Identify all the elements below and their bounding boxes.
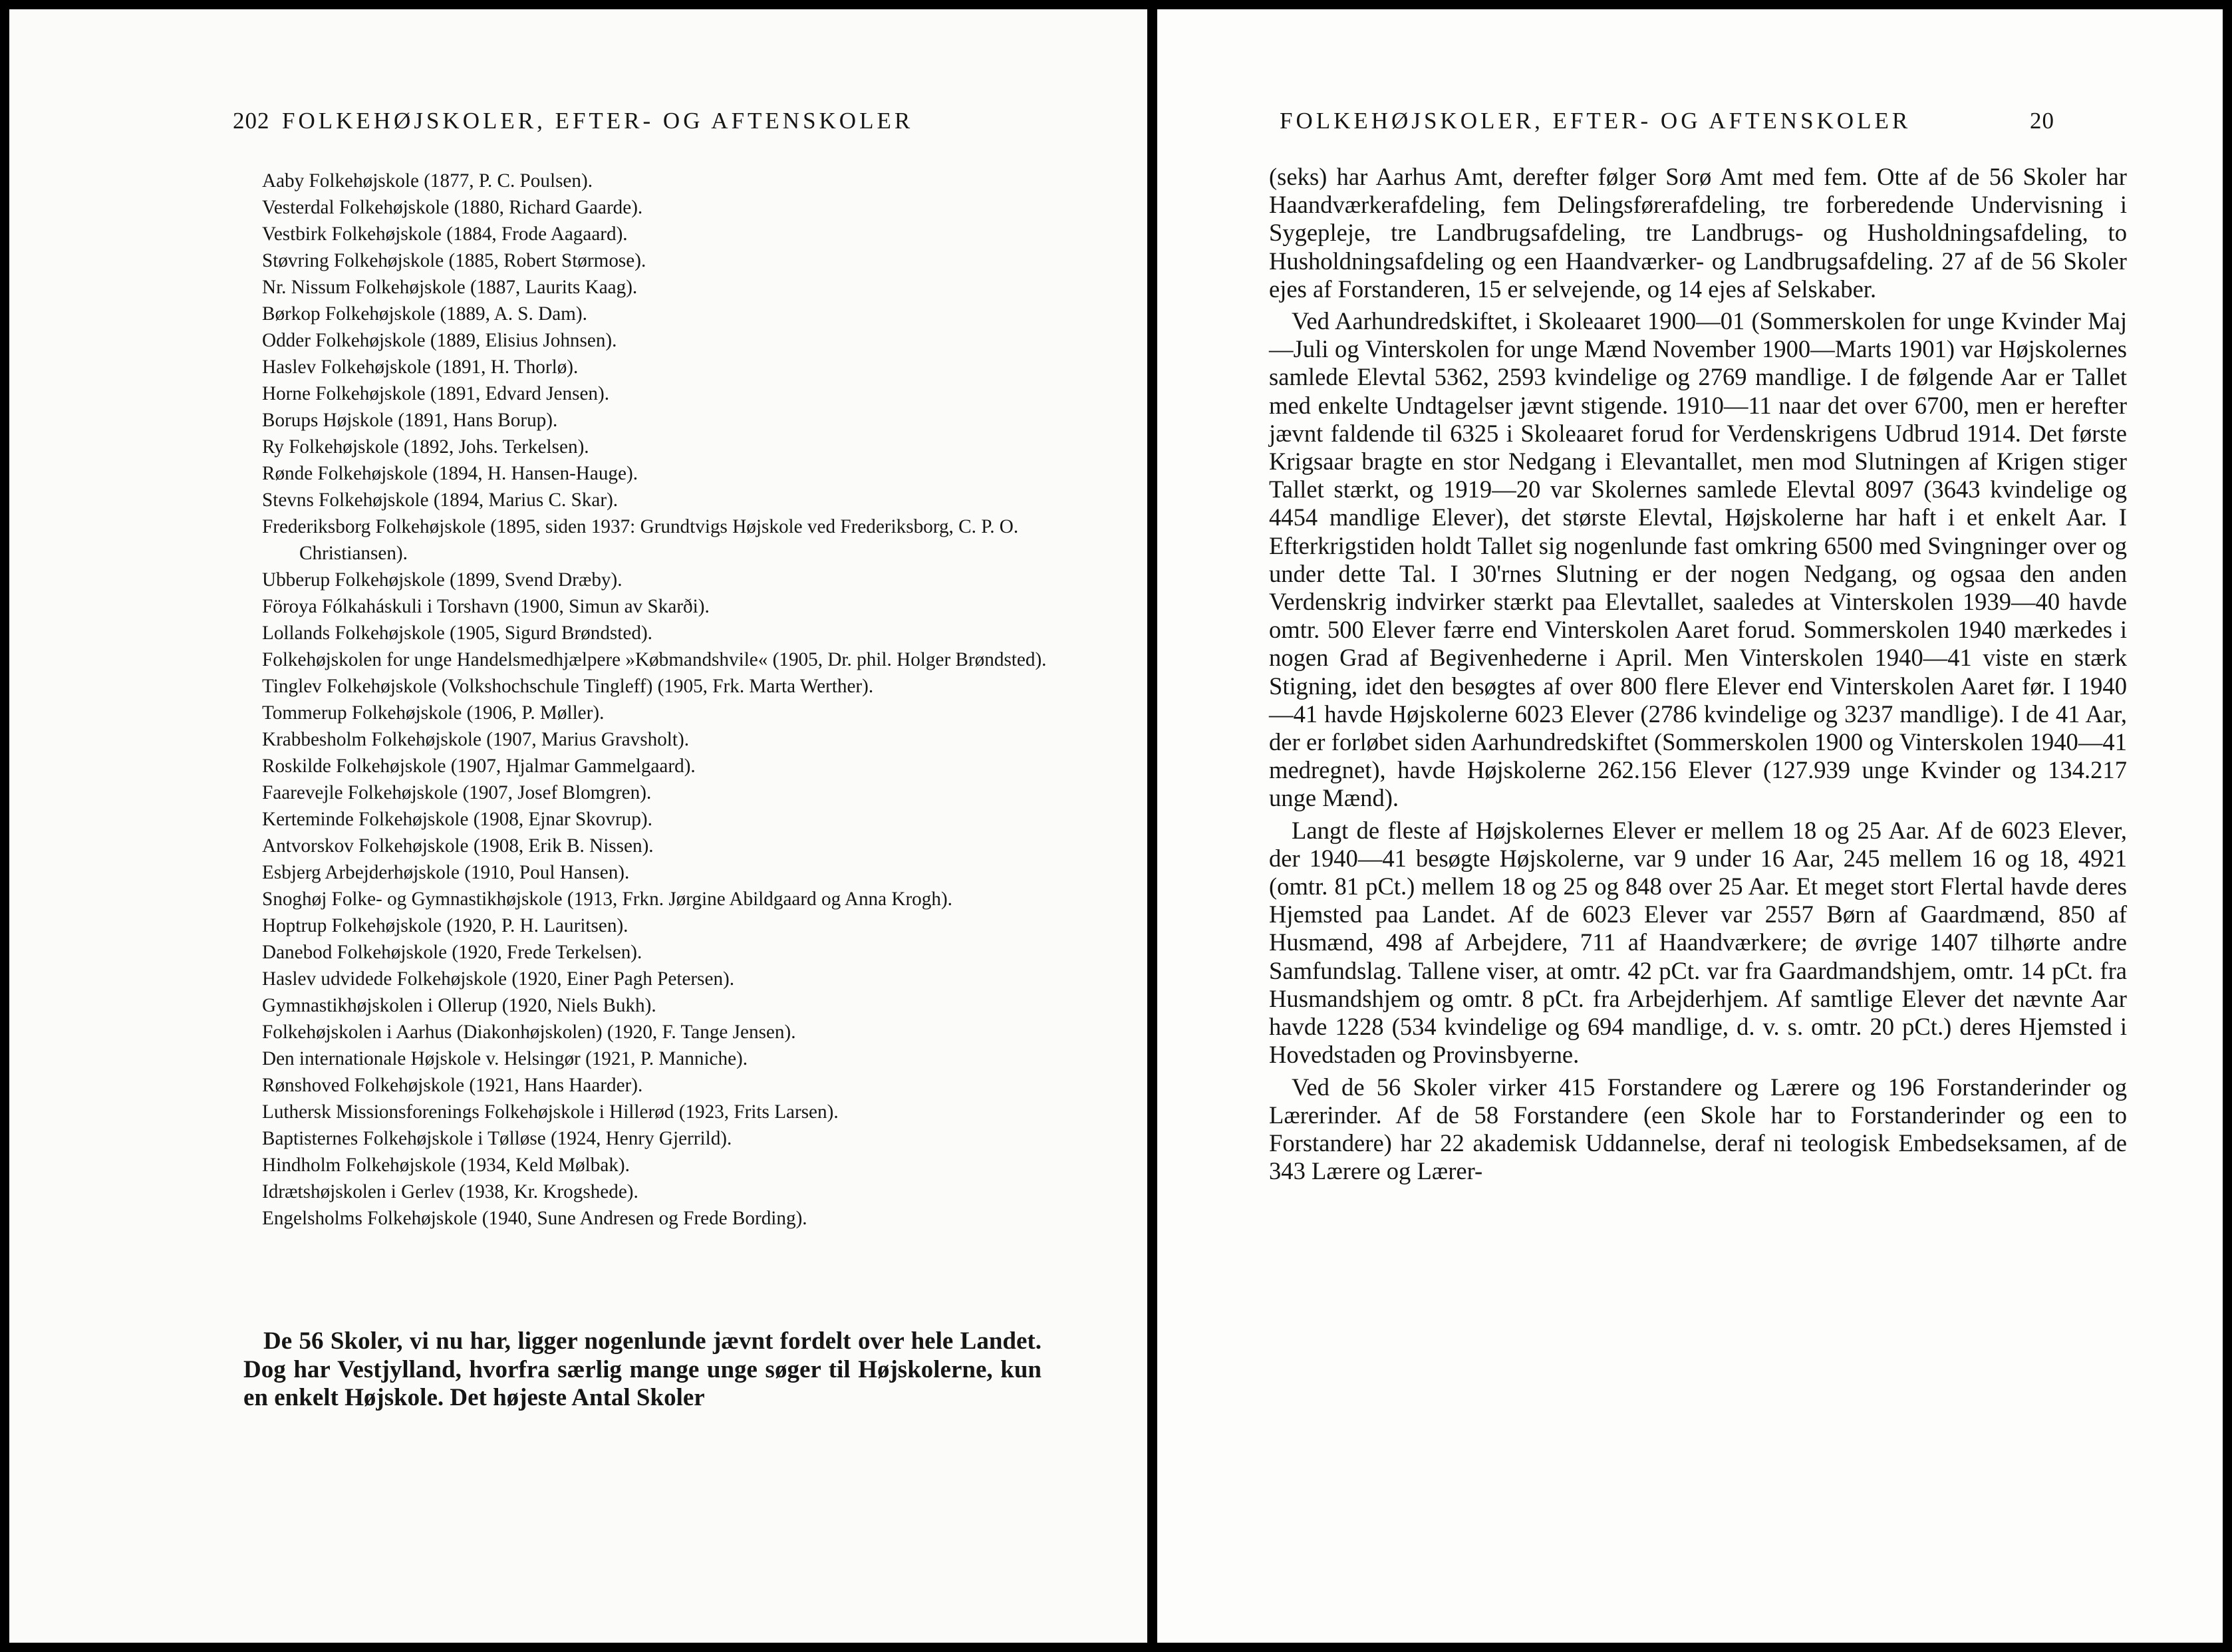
school-list-item: Folkehøjskolen i Aarhus (Diakonhøjskolen) (1920, F. Tange Jensen). xyxy=(262,1022,796,1043)
school-list-item: Luthersk Missionsforenings Folkehøjskole i Hillerød (1923, Frits Larsen). xyxy=(262,1101,839,1123)
school-list-item: Vestbirk Folkehøjskole (1884, Frode Aagaard). xyxy=(262,223,628,245)
school-list-item: Haslev Folkehøjskole (1891, H. Thorlø). xyxy=(262,356,579,378)
left-page xyxy=(9,9,1147,1643)
right-page xyxy=(1157,9,2223,1643)
school-list-item: Ry Folkehøjskole (1892, Johs. Terkelsen). xyxy=(262,436,589,458)
school-list-item: Föroya Fólkaháskuli i Torshavn (1900, Simun av Skarði). xyxy=(262,596,710,617)
school-list-item: Danebod Folkehøjskole (1920, Frede Terkelsen). xyxy=(262,942,642,963)
right-paragraph: Ved Aarhundredskiftet, i Skoleaaret 1900—01 (Sommerskolen for unge Kvinder Maj—Juli og Vinterskolen for unge Mænd November 1900—Marts 1901) var Højskolernes samlede Elevtal 5362, 2593 kvindelige og 2769 mandlige. I de følgende Aar er Tallet med enkelte Undtagelser jævnt stigende. 1910—11 naar det over 6700, men er herefter jævnt faldende til 6325 i Skoleaaret forud for Verdenskrigens Udbrud 1914. Det første Krigsaar bragte en stor Nedgang i Elevantallet, men mod Slutningen af Krigen stiger Tallet stærkt, og 1919—20 var Skolernes samlede Elevtal 8097 (3643 kvindelige og 4454 mandlige Elever), det største Elevtal, Højskolerne har haft i et enkelt Aar. I Efterkrigstiden holdt Tallet sig nogenlunde fast omkring 6500 med Svingninger over og under dette Tal. I 30'rnes Slutning er der nogen Nedgang, og ogsaa den anden Verdenskrig indvirker stærkt paa Elevtallet, saaledes at Vinterskolen 1939—40 havde omtr. 500 Elever færre end Vinterskolen Aaret forud. Sommerskolen 1940 mærkedes i nogen Grad af Begivenhederne i April. Men Vinterskolen 1940—41 viste en stærk Stigning, idet den besøgtes af over 800 flere Elever end Vinterskolen Aaret før. I 1940—41 havde Højskolerne 6023 Elever (2786 kvindelige og 3237 mandlige). I de 41 Aar, der er forløbet siden Aarhundredskiftet (Sommerskolen 1900 og Vinterskolen 1940—41 medregnet), havde Højskolerne 262.156 Elever (127.939 unge Kvinder og 134.217 unge Mænd). xyxy=(1269,307,2127,812)
school-list-item: Horne Folkehøjskole (1891, Edvard Jensen). xyxy=(262,383,610,404)
left-body-text xyxy=(243,1327,1042,1413)
right-page-header xyxy=(1157,108,2223,141)
school-list-item: Krabbesholm Folkehøjskole (1907, Marius Gravsholt). xyxy=(262,729,690,750)
school-list-item: Frederiksborg Folkehøjskole (1895, siden 1937: Grundtvigs Højskole ved Frederiksborg, C. P. O. Christiansen). xyxy=(262,516,1019,564)
right-paragraph: Ved de 56 Skoler virker 415 Forstandere og Lærere og 196 Forstanderinder og Lærerinder. Af de 58 Forstandere (een Skole har to Forstanderinder og een to Forstandere) har 22 akademisk Uddannelse, deraf ni teologisk Embedseksamen, af de 343 Lærere og Lærer- xyxy=(1269,1073,2127,1185)
school-list-item: Hoptrup Folkehøjskole (1920, P. H. Lauritsen). xyxy=(262,915,628,936)
school-list xyxy=(262,168,1047,1232)
school-list-item: Lollands Folkehøjskole (1905, Sigurd Brøndsted). xyxy=(262,622,652,644)
school-list-item: Snoghøj Folke- og Gymnastikhøjskole (1913, Frkn. Jørgine Abildgaard og Anna Krogh). xyxy=(262,889,952,910)
school-list-item: Haslev udvidede Folkehøjskole (1920, Einer Pagh Petersen). xyxy=(262,968,735,990)
school-list-item: Roskilde Folkehøjskole (1907, Hjalmar Gammelgaard). xyxy=(262,756,696,777)
school-list-item: Engelsholms Folkehøjskole (1940, Sune Andresen og Frede Bording). xyxy=(262,1208,807,1229)
school-list-item: Folkehøjskolen for unge Handelsmedhjælpere »Købmandshvile« (1905, Dr. phil. Holger Brøndsted). xyxy=(262,649,1047,670)
school-list-item: Støvring Folkehøjskole (1885, Robert Størmose). xyxy=(262,250,646,271)
school-list-item: Nr. Nissum Folkehøjskole (1887, Laurits Kaag). xyxy=(262,277,638,298)
left-page-header xyxy=(9,108,1147,141)
school-list-item: Den internationale Højskole v. Helsingør (1921, P. Manniche). xyxy=(262,1048,748,1069)
school-list-item: Ubberup Folkehøjskole (1899, Svend Dræby). xyxy=(262,569,623,591)
school-list-item: Vesterdal Folkehøjskole (1880, Richard Gaarde). xyxy=(262,197,643,218)
school-list-item: Gymnastikhøjskolen i Ollerup (1920, Niels Bukh). xyxy=(262,995,656,1016)
school-list-item: Faarevejle Folkehøjskole (1907, Josef Blomgren). xyxy=(262,782,652,803)
school-list-item: Esbjerg Arbejderhøjskole (1910, Poul Hansen). xyxy=(262,862,630,883)
left-page-number: 202 xyxy=(233,108,270,134)
school-list-item: Odder Folkehøjskole (1889, Elisius Johnsen). xyxy=(262,330,617,351)
school-list-item: Kerteminde Folkehøjskole (1908, Ejnar Skovrup). xyxy=(262,809,652,830)
right-paragraph: Langt de fleste af Højskolernes Elever er mellem 18 og 25 Aar. Af de 6023 Elever, der 1940—41 besøgte Højskolerne, var 9 under 16 Aar, 245 mellem 16 og 18, 4921 (omtr. 81 pCt.) mellem 18 og 25 og 848 over 25 Aar. Et meget stort Flertal havde deres Hjemsted paa Landet. Af de 6023 Elever var 2557 Børn af Gaardmænd, 850 af Husmænd, 498 af Arbejdere, 711 af Haandværkere; de øvrige 1407 tilhørte andre Samfundslag. Tallene viser, at omtr. 42 pCt. var fra Gaardmandshjem, omtr. 14 pCt. fra Husmandshjem og omtr. 8 pCt. fra Arbejderhjem. Af samtlige Elever det nævnte Aar havde 1228 (534 kvindelige og 694 mandlige, d. v. s. omtr. 20 pCt.) deres Hjemsted i Hovedstaden og Provinsbyerne. xyxy=(1269,816,2127,1069)
left-running-head: FOLKEHØJSKOLER, EFTER- OG AFTENSKOLER xyxy=(282,108,914,134)
right-page-number: 20 xyxy=(2030,108,2054,134)
right-body-text xyxy=(1269,163,2127,1189)
school-list-item: Børkop Folkehøjskole (1889, A. S. Dam). xyxy=(262,303,587,325)
right-paragraph: (seks) har Aarhus Amt, derefter følger Sorø Amt med fem. Otte af de 56 Skoler har Haandværkerafdeling, fem Delingsførerafdeling, tre forberedende Undervisning i Sygepleje, tre Landbrugsafdeling, tre Landbrugs- og Husholdningsafdeling, to Husholdningsafdeling og een Haandværker- og Landbrugsafdeling. 27 af de 56 Skoler ejes af Forstanderen, 15 er selvejende, og 14 ejes af Selskaber. xyxy=(1269,163,2127,303)
right-running-head: FOLKEHØJSKOLER, EFTER- OG AFTENSKOLER xyxy=(1280,108,1911,134)
school-list-item: Tommerup Folkehøjskole (1906, P. Møller). xyxy=(262,702,605,724)
school-list-item: Baptisternes Folkehøjskole i Tølløse (1924, Henry Gjerrild). xyxy=(262,1128,732,1149)
school-list-item: Idrætshøjskolen i Gerlev (1938, Kr. Krogshede). xyxy=(262,1181,638,1202)
left-paragraph: De 56 Skoler, vi nu har, ligger nogenlunde jævnt fordelt over hele Landet. Dog har Vestjylland, hvorfra særlig mange unge søger til Højskolerne, kun en enkelt Højskole. Det højeste Antal Skoler xyxy=(243,1327,1042,1411)
school-list-item: Rønde Folkehøjskole (1894, H. Hansen-Hauge). xyxy=(262,463,638,484)
school-list-item: Stevns Folkehøjskole (1894, Marius C. Skar). xyxy=(262,489,619,511)
school-list-item: Tinglev Folkehøjskole (Volkshochschule Tingleff) (1905, Frk. Marta Werther). xyxy=(262,676,874,697)
school-list-item: Hindholm Folkehøjskole (1934, Keld Mølbak). xyxy=(262,1155,630,1176)
school-list-item: Aaby Folkehøjskole (1877, P. C. Poulsen). xyxy=(262,170,593,192)
school-list-item: Borups Højskole (1891, Hans Borup). xyxy=(262,410,558,431)
school-list-item: Rønshoved Folkehøjskole (1921, Hans Haarder). xyxy=(262,1075,643,1096)
school-list-item: Antvorskov Folkehøjskole (1908, Erik B. Nissen). xyxy=(262,835,654,857)
